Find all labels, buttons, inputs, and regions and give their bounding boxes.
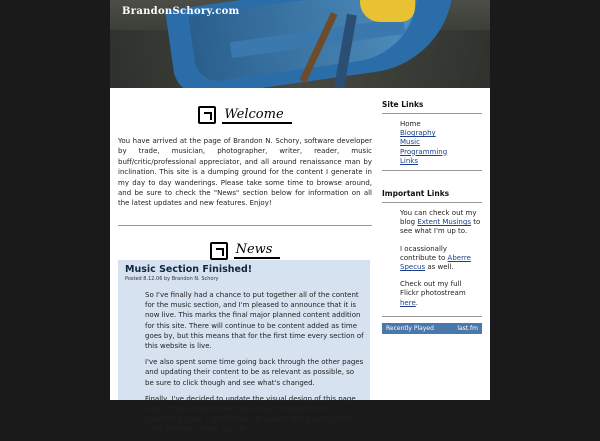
flickr-note [382,280,482,308]
news-paragraph: I've also spent some time going back through the other pages and updating their content to be as relevant as possible, so be sure to click though and see what's changed. [145,358,364,387]
sidebar-item-music[interactable]: Music [400,138,420,147]
sidebar-item-home[interactable]: Home [400,120,421,128]
news-heading-text: News [234,242,281,259]
blog-note-text-end: to see what I'm up to. [400,218,481,236]
spiral-icon [198,106,216,124]
sidebar-rule [382,202,482,203]
news-post-meta: Posted 8.12.06 by Brandon N. Schory [125,276,219,282]
news-post [118,260,370,434]
contribute-note-text: I ocassionally contribute to [400,244,448,262]
recently-played-label: Recently Played [386,324,434,332]
blog-note-text: You can check out my blog [400,209,477,227]
news-post-body [145,290,365,441]
main-content [118,100,372,266]
flickr-note-text-end: . [415,298,419,307]
welcome-heading-text: Welcome [222,107,291,124]
sidebar [382,100,482,334]
sidebar-item-biography[interactable]: Biography [400,129,436,138]
news-post-title: Music Section Finished! [125,264,253,275]
news-paragraph: Finally, I've decided to update the visual design of this page again. There haven't been any major changes to the underlying code, I just decided to update the graphics and color scheme. I hope you like [145,394,356,434]
site-title[interactable]: BrandonSchory.com [122,6,240,17]
contribute-note [382,245,482,273]
sidebar-item-programming[interactable]: Programming [400,147,448,156]
contribute-note-text-end: as well. [425,263,454,272]
blog-note [382,209,482,237]
extent-musings-link[interactable]: Extent Musings [417,218,471,227]
header-banner [110,0,490,88]
sidebar-rule [382,113,482,114]
important-links-heading: Important Links [382,189,450,199]
flickr-link[interactable]: here [400,298,416,307]
aberre-specus-link[interactable]: Aberre Specus [400,253,471,272]
flickr-note-text: Check out my full Flickr photostream [400,280,466,298]
banner-yellow-cloth [360,0,415,22]
welcome-heading [118,100,372,130]
recently-played-bar [382,323,482,334]
news-paragraph: So I've finally had a chance to put together all of the content for the music section, and I'm pleased to announce that it is now live. This marks the final major planned content addition for this site. There will continue to be content added as time goes by, but this means that for the first time every section of this website is live. [145,291,364,351]
lastfm-logo[interactable]: last.fm [457,324,478,332]
section-divider [118,225,372,226]
sidebar-rule [382,316,482,317]
sidebar-rule [382,170,482,171]
welcome-text: You have arrived at the page of Brandon N. Schory, software developer by trade, musician, photographer, writer, reader, music buff/critic/professional appreciator, and all around renaissance man by inclination. This site is a dumping ground for the content I generate in my day to day wanderings. Please take some time to browse around, and be sure to check the "News" section below for information on all the latest updates and new features. Enjoy! [118,137,372,208]
site-links-heading: Site Links [382,100,424,109]
spiral-icon [210,242,228,260]
site-links-list [382,120,482,166]
sidebar-item-links[interactable]: Links [400,156,418,165]
